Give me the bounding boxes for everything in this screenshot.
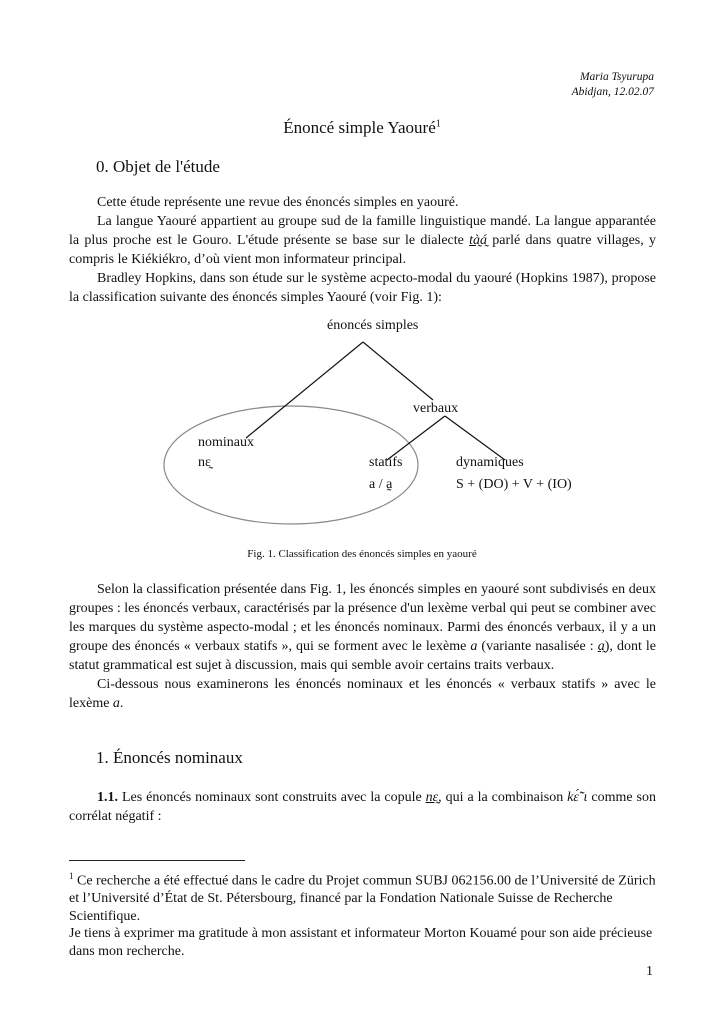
author-block	[572, 70, 654, 100]
lexeme-a-2: a	[112, 696, 120, 711]
section-1-body	[69, 788, 656, 826]
node-root: énoncés simples	[327, 318, 419, 333]
paragraph-1: Cette étude représente une revue des énoncés simples en yaouré.	[97, 195, 459, 210]
section-0-heading: 0. Objet de l'étude	[96, 157, 220, 176]
paragraph-5	[69, 675, 656, 713]
footnote-mark: 1	[69, 871, 74, 881]
node-verbaux: verbaux	[413, 401, 459, 416]
title-text: Énoncé simple Yaouré	[283, 118, 436, 137]
footnote	[69, 868, 669, 960]
node-dynamiques-formula: S + (DO) + V + (IO)	[456, 477, 572, 492]
footnote-separator	[69, 860, 245, 861]
node-statifs: statifs	[369, 455, 403, 470]
section-1-heading: 1. Énoncés nominaux	[96, 748, 243, 767]
document-title	[0, 118, 724, 138]
paragraph-2-text-b: parlé dans quatre villages, y compris le Kiékiékro, d’où vient mon informateur principal.	[69, 233, 656, 267]
paragraph-4-text-b: (variante nasalisée :	[477, 639, 598, 654]
footnote-line-1	[69, 868, 669, 925]
lexeme-a: a	[470, 639, 478, 654]
node-nominaux: nominaux	[198, 435, 254, 450]
negative-word: kɛ̃́˜ɩ	[567, 790, 588, 805]
paragraph-6-text-a: Les énoncés nominaux sont construits avec la copule	[118, 790, 426, 805]
paragraph-4-text-c: ), dont le statut grammatical est sujet à discussion, mais qui semble avoir certains traits verbaux.	[69, 639, 656, 673]
paragraph-6-text-b: , qui a la combinaison	[438, 790, 568, 805]
tree-lines	[0, 310, 724, 540]
paragraph-5-text-a: Ci-dessous nous examinerons les énoncés nominaux et les énoncés « verbaux statifs » avec le lexème	[69, 677, 656, 711]
paragraph-6	[69, 788, 656, 826]
place-date: Abidjan, 12.02.07	[571, 86, 654, 98]
node-statifs-forms: a / a̰	[369, 477, 393, 492]
lexeme-a-nasal: a̰	[597, 639, 605, 654]
paragraph-5-text-b: .	[119, 696, 124, 711]
footnote-text-1: Ce recherche a été effectué dans le cadre du Projet commun SUBJ 062156.00 de l’Université de Zürich et l’Université d’État de St. Pétersbourg, financé par la Fondation Nationale Suisse de Recherche Scientifique.	[69, 873, 656, 924]
branch-root-nominaux	[246, 342, 363, 438]
figure-caption: Fig. 1. Classification des énoncés simples en yaouré	[247, 548, 477, 560]
paragraph-4	[69, 580, 656, 675]
paragraph-4-text-a: Selon la classification présentée dans Fig. 1, les énoncés simples en yaouré sont subdivisés en deux groupes : les énoncés verbaux, caractérisés par la présence d'un lexème verbal qui peut se combiner avec les marques du système aspecto-modal ; et les énoncés nominaux. Parmi des énoncés verbaux, il y a un groupe des énoncés « verbaux statifs », qui se forment avec le lexème	[69, 582, 656, 654]
dialect-word: tà̰á̰	[469, 233, 488, 248]
section-0-body	[69, 193, 656, 307]
page-number: 1	[646, 964, 653, 979]
branch-verbaux-dynamiques	[445, 416, 505, 460]
paragraph-6-text-c: comme son corrélat négatif :	[69, 790, 656, 824]
branch-root-verbaux	[363, 342, 433, 400]
figure-1-diagram	[0, 310, 724, 540]
node-ne: nɛ̰	[198, 455, 211, 470]
paragraph-2-text-a: La langue Yaouré appartient au groupe sud de la famille linguistique mandé. La langue apparantée la plus proche est le Gouro. L'étude présente se base sur le dialecte	[69, 214, 656, 248]
classification-body	[69, 580, 656, 713]
node-dynamiques: dynamiques	[456, 455, 524, 470]
subsection-number: 1.1.	[97, 790, 118, 805]
author-name: Maria Tsyurupa	[579, 71, 654, 83]
paragraph-3: Bradley Hopkins, dans son étude sur le système acpecto-modal du yaouré (Hopkins 1987), propose la classification suivante des énoncés simples Yaouré (voir Fig. 1):	[69, 271, 656, 305]
title-footnote-mark: 1	[435, 118, 441, 130]
copule-word: nɛ̰	[425, 790, 439, 805]
paragraph-2	[69, 212, 656, 269]
footnote-line-2: Je tiens à exprimer ma gratitude à mon assistant et informateur Morton Kouamé pour son aide précieuse dans mon recherche.	[69, 926, 653, 959]
